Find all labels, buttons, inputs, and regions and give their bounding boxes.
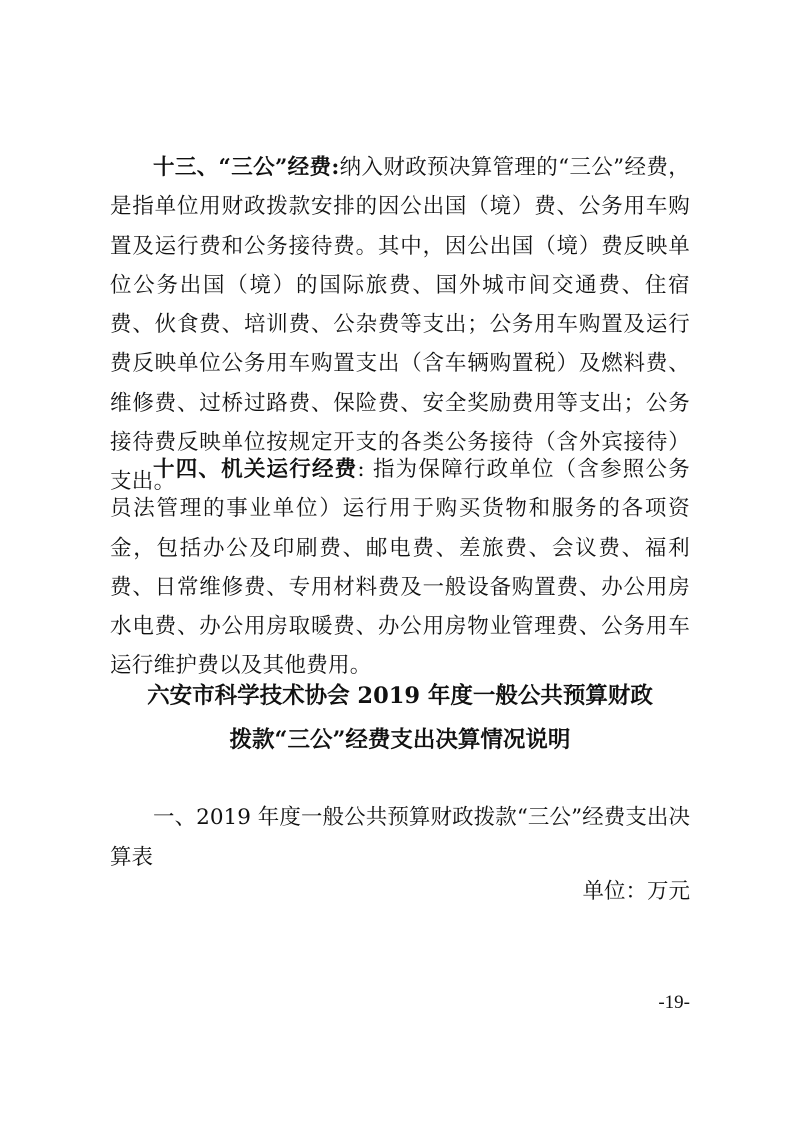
page-number: -19-: [658, 992, 690, 1013]
heading-line-2: 拨款“三公”经费支出决算情况说明: [229, 727, 571, 753]
section-13-text: 纳入财政预决算管理的“三公”经费，是指单位用财政拨款安排的因公出国（境）费、公务用车购置及运行费和公务接待费。其中，因公出国（境）费反映单位公务出国（境）的国际旅费、国外城市间交通费、住宿费、伙食费、培训费、公杂费等支出；公务用车购置及运行费反映单位公务用车购置支出（含车辆购置税）及燃料费、维修费、过桥过路费、保险费、安全奖励费用等支出；公务接待费反映单位按规定开支的各类公务接待（含外宾接待）支出。: [110, 155, 691, 495]
subsection-1-title: 一、2019 年度一般公共预算财政拨款“三公”经费支出决算表: [110, 805, 690, 870]
section-13-paragraph: [110, 148, 690, 502]
section-13-label: 十三、“三公”经费:: [153, 155, 340, 180]
heading-line-1: 六安市科学技术协会 2019 年度一般公共预算财政: [147, 683, 653, 709]
section-14-paragraph: [110, 450, 690, 686]
section-14-label: 十四、机关运行经费: [153, 457, 358, 482]
section-14-text: : 指为保障行政单位（含参照公务员法管理的事业单位）运行用于购买货物和服务的各项资金，包括办公及印刷费、邮电费、差旅费、会议费、福利费、日常维修费、专用材料费及一般设备购置费、办公用房水电费、办公用房取暖费、办公用房物业管理费、公务用车运行维护费以及其他费用。: [110, 457, 690, 679]
unit-label: 单位：万元: [582, 879, 690, 904]
